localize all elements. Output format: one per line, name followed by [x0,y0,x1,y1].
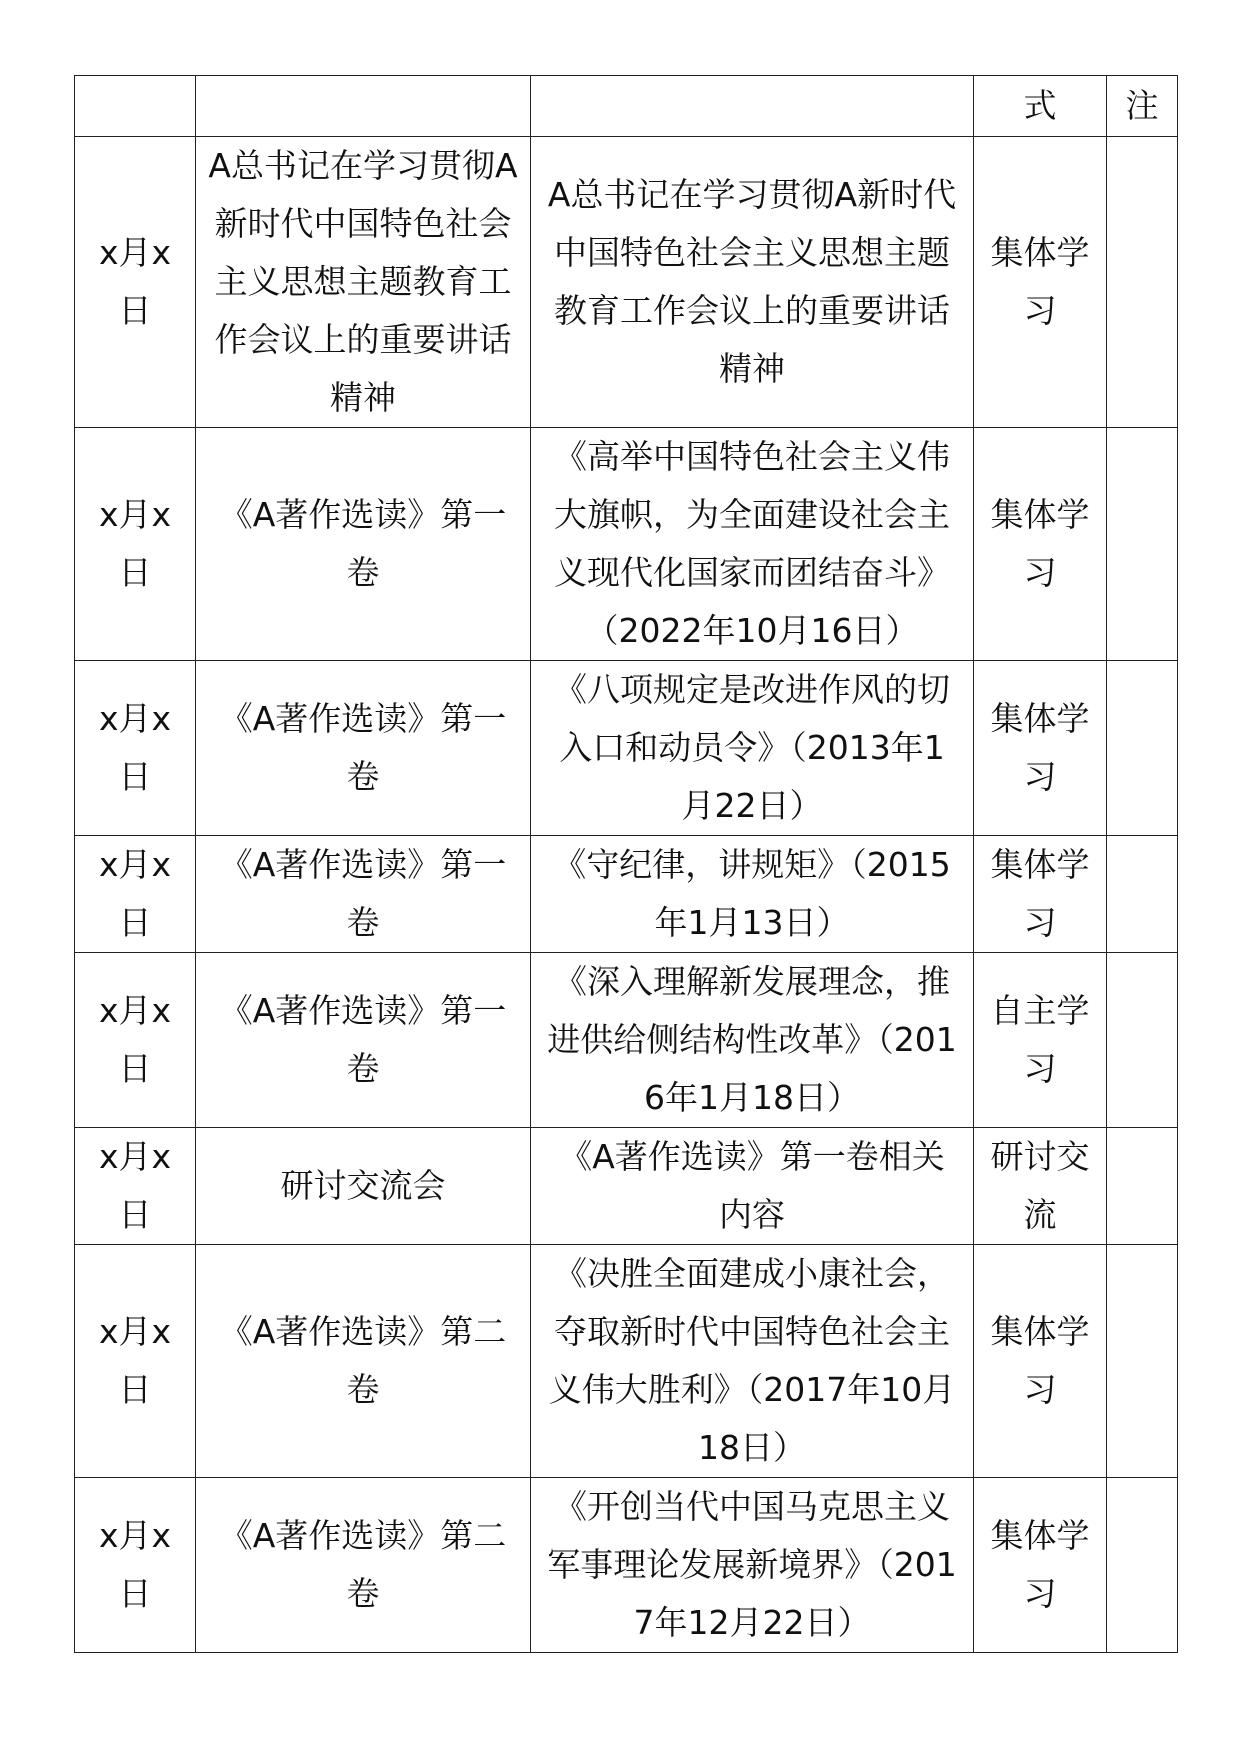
remark-cell [1107,1478,1178,1653]
date-cell: x月x日 [75,1128,196,1245]
content-cell: 《高举中国特色社会主义伟大旗帜，为全面建设社会主义现代化国家而团结奋斗》（2022年10月16日） [531,428,974,661]
content-cell: 《开创当代中国马克思主义军事理论发展新境界》（2017年12月22日） [531,1478,974,1653]
topic-cell: 《A著作选读》第一卷 [196,953,531,1128]
date-cell: x月x日 [75,953,196,1128]
remark-cell [1107,1245,1178,1478]
date-cell: x月x日 [75,137,196,428]
content-cell: 《八项规定是改进作风的切入口和动员令》（2013年1月22日） [531,661,974,836]
remark-cell [1107,1128,1178,1245]
study-plan-table [74,75,1178,1653]
content-cell: 《A著作选读》第一卷相关内容 [531,1128,974,1245]
content-cell: 《深入理解新发展理念，推进供给侧结构性改革》（2016年1月18日） [531,953,974,1128]
topic-cell: 《A著作选读》第二卷 [196,1245,531,1478]
topic-cell: A总书记在学习贯彻A新时代中国特色社会主义思想主题教育工作会议上的重要讲话精神 [196,137,531,428]
date-cell: x月x日 [75,661,196,836]
date-cell: x月x日 [75,1245,196,1478]
header-date-cell [75,76,196,137]
table-row [75,836,1178,953]
table-row [75,1478,1178,1653]
remark-cell [1107,661,1178,836]
date-cell: x月x日 [75,428,196,661]
topic-cell: 研讨交流会 [196,1128,531,1245]
content-cell: 《守纪律，讲规矩》（2015年1月13日） [531,836,974,953]
remark-cell [1107,428,1178,661]
remark-cell [1107,137,1178,428]
method-cell: 集体学习 [974,137,1107,428]
table-row [75,1245,1178,1478]
table-row [75,137,1178,428]
date-cell: x月x日 [75,1478,196,1653]
header-content-cell [531,76,974,137]
remark-cell [1107,953,1178,1128]
remark-cell [1107,836,1178,953]
method-cell: 集体学习 [974,1478,1107,1653]
topic-cell: 《A著作选读》第一卷 [196,661,531,836]
topic-cell: 《A著作选读》第一卷 [196,836,531,953]
method-cell: 研讨交流 [974,1128,1107,1245]
date-cell: x月x日 [75,836,196,953]
table-row [75,661,1178,836]
table-row [75,428,1178,661]
method-cell: 集体学习 [974,1245,1107,1478]
header-remark-cell: 注 [1107,76,1178,137]
header-method-cell: 式 [974,76,1107,137]
content-cell: A总书记在学习贯彻A新时代中国特色社会主义思想主题教育工作会议上的重要讲话精神 [531,137,974,428]
method-cell: 集体学习 [974,836,1107,953]
table-header-row [75,76,1178,137]
topic-cell: 《A著作选读》第二卷 [196,1478,531,1653]
method-cell: 集体学习 [974,428,1107,661]
method-cell: 集体学习 [974,661,1107,836]
method-cell: 自主学习 [974,953,1107,1128]
table-row [75,953,1178,1128]
header-topic-cell [196,76,531,137]
content-cell: 《决胜全面建成小康社会，夺取新时代中国特色社会主义伟大胜利》（2017年10月18日） [531,1245,974,1478]
topic-cell: 《A著作选读》第一卷 [196,428,531,661]
table-row [75,1128,1178,1245]
